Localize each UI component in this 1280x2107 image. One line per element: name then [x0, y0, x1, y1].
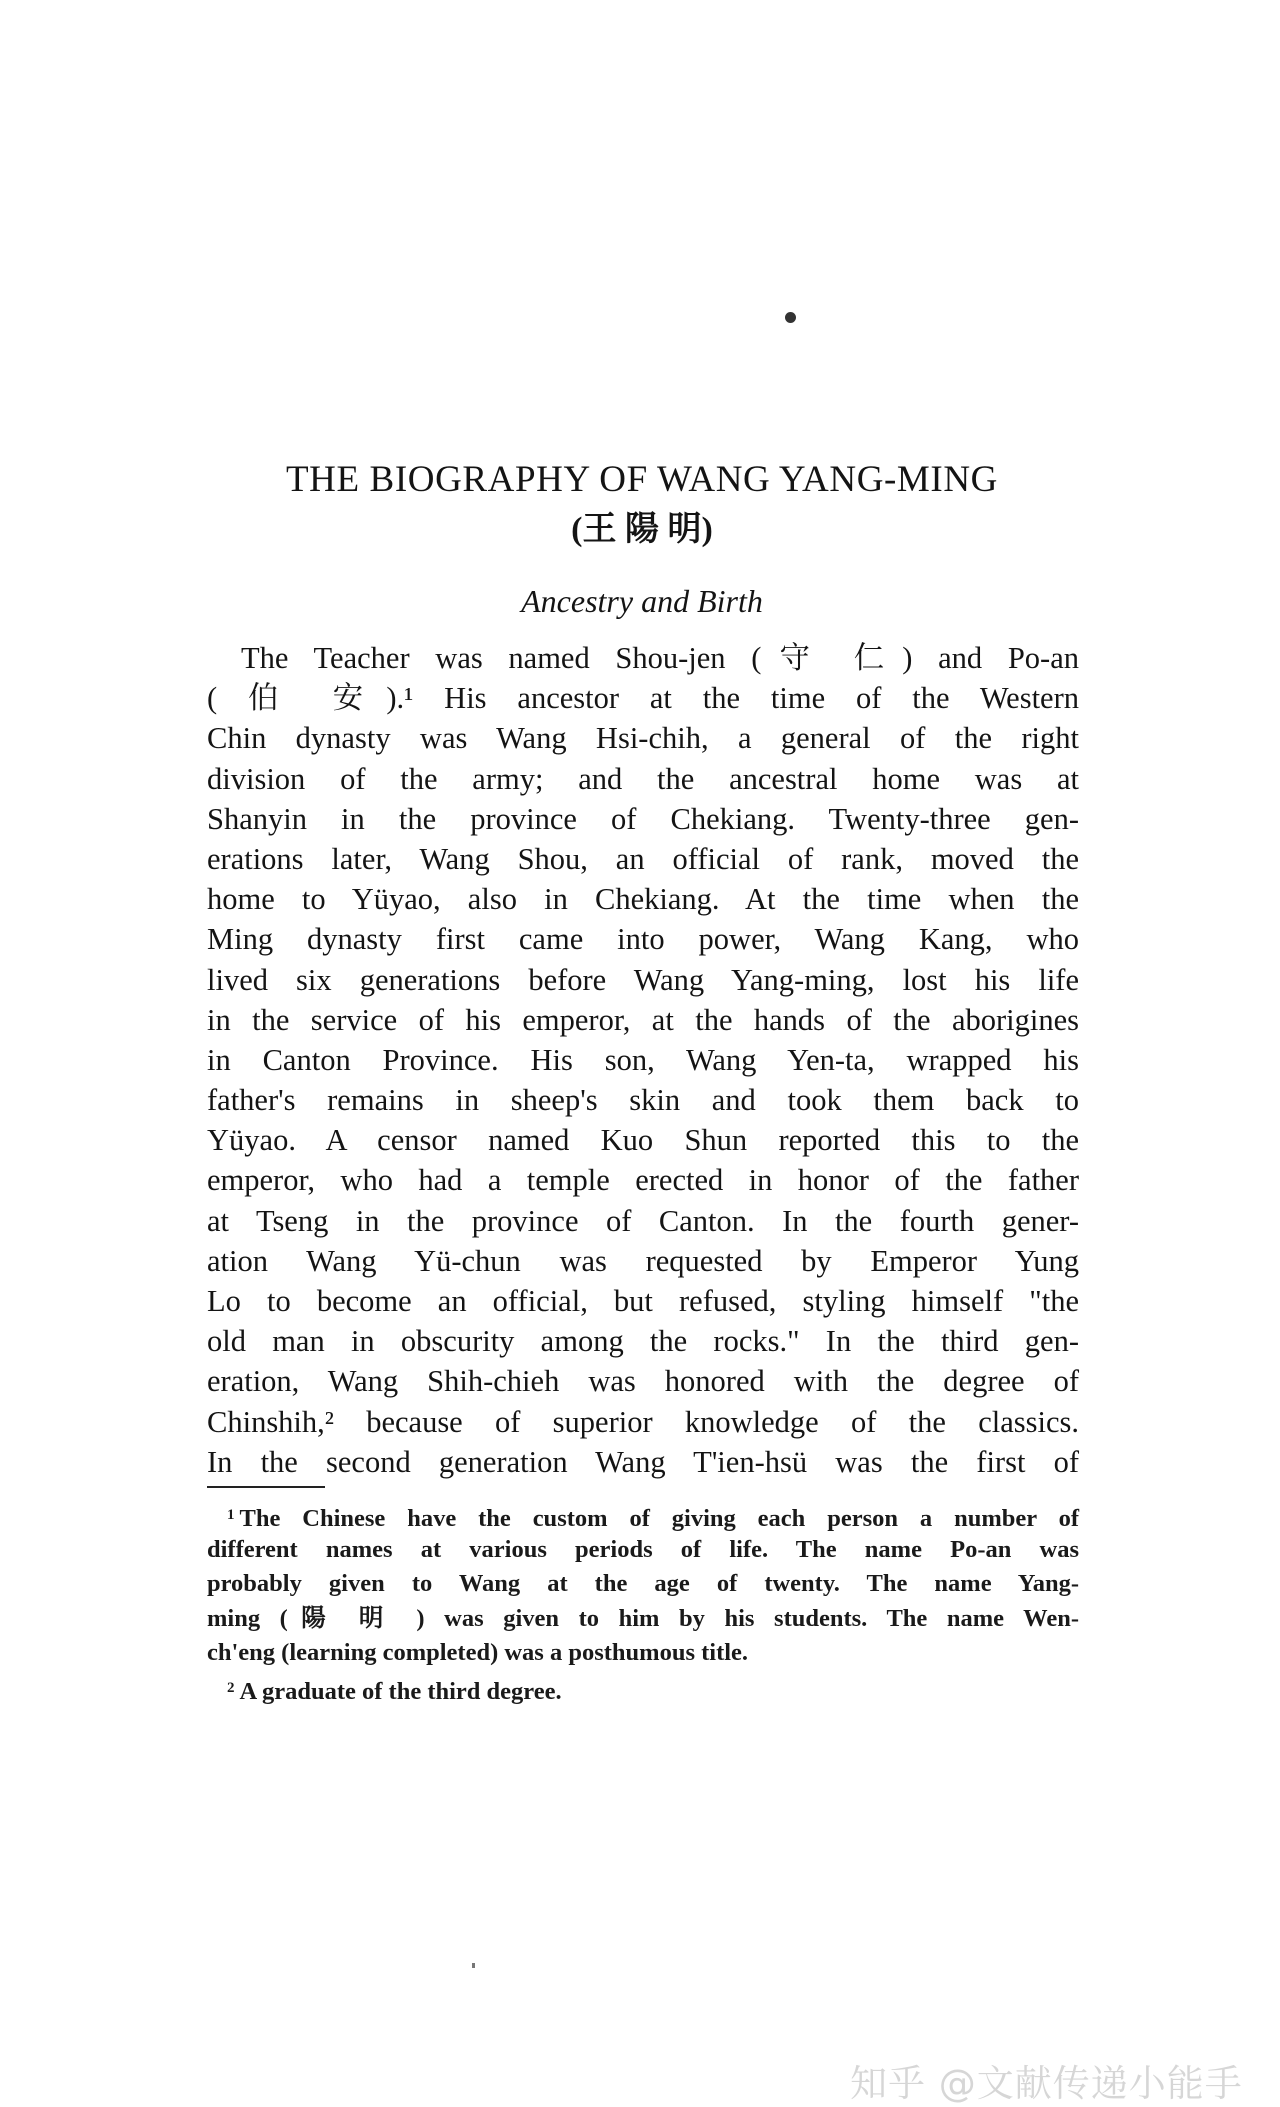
chinese-title: (王 陽 明): [571, 511, 713, 548]
body-text: [207, 638, 1079, 1482]
footnote-1-text: The Chinese have the custom of giving each person a number of: [239, 1505, 1079, 1532]
footnote-1-marker: 1: [227, 1507, 235, 1523]
footnote-2-line: [207, 1671, 1079, 1706]
body-line: father's remains in sheep's skin and took them back to: [207, 1083, 1079, 1118]
body-line: The Teacher was named Shou-jen (守 仁) and Po-an: [241, 641, 1079, 675]
body-line: division of the army; and the ancestral home was at: [207, 761, 1079, 796]
footnotes: [207, 1498, 1079, 1705]
body-line: Lo to become an official, but refused, styling himself "the: [207, 1284, 1079, 1318]
body-line: Yüyao. A censor named Kuo Shun reported this to the: [207, 1123, 1079, 1158]
footnote-1-line: probably given to Wang at the age of twenty. The name Yang-: [207, 1570, 1079, 1597]
body-line: lived six generations before Wang Yang-ming, lost his life: [207, 962, 1079, 997]
footnote-1-line: ch'eng (learning completed) was a posthumous title.: [207, 1639, 749, 1666]
body-line: home to Yüyao, also in Chekiang. At the time when the: [207, 882, 1079, 917]
footnote-1-line: ming (陽 明 ) was given to him by his students. The name Wen-: [207, 1604, 1079, 1632]
footnote-2-text: A graduate of the third degree.: [239, 1677, 562, 1705]
body-line: at Tseng in the province of Canton. In the fourth gener-: [207, 1203, 1079, 1238]
footnote-rule: [207, 1486, 325, 1488]
body-line: in the service of his emperor, at the hands of the aborigines: [207, 1002, 1079, 1037]
section-heading: Ancestry and Birth: [521, 583, 763, 619]
body-line: eration, Wang Shih-chieh was honored with the degree of: [207, 1364, 1079, 1399]
body-line: In the second generation Wang T'ien-hsü was the first of: [207, 1444, 1079, 1479]
body-line: erations later, Wang Shou, an official of rank, moved the: [207, 841, 1079, 876]
body-line: Chin dynasty was Wang Hsi-chih, a general of the right: [207, 721, 1079, 756]
body-line: Ming dynasty first came into power, Wang Kang, who: [207, 922, 1079, 957]
body-line: Shanyin in the province of Chekiang. Twenty-three gen-: [207, 801, 1079, 836]
body-line: ( 伯 安).¹ His ancestor at the time of the Western: [207, 681, 1079, 716]
body-line: old man in obscurity among the rocks." In the third gen-: [207, 1324, 1079, 1359]
footnote-1-line: different names at various periods of life. The name Po-an was: [207, 1535, 1079, 1563]
body-line: ation Wang Yü-chun was requested by Emperor Yung: [207, 1243, 1079, 1278]
body-line: emperor, who had a temple erected in honor of the father: [207, 1163, 1079, 1198]
footnote-2-marker: 2: [227, 1679, 235, 1696]
watermark: 知乎 @文献传递小能手: [850, 2062, 1243, 2105]
body-line: in Canton Province. His son, Wang Yen-ta, wrapped his: [207, 1042, 1079, 1077]
body-line: Chinshih,² because of superior knowledge of the classics.: [207, 1404, 1079, 1439]
scan-speck: [472, 1963, 475, 1968]
ink-dot: [785, 312, 796, 323]
page-title: THE BIOGRAPHY OF WANG YANG-MING: [285, 459, 998, 500]
footnote-1-line: [207, 1498, 1079, 1533]
